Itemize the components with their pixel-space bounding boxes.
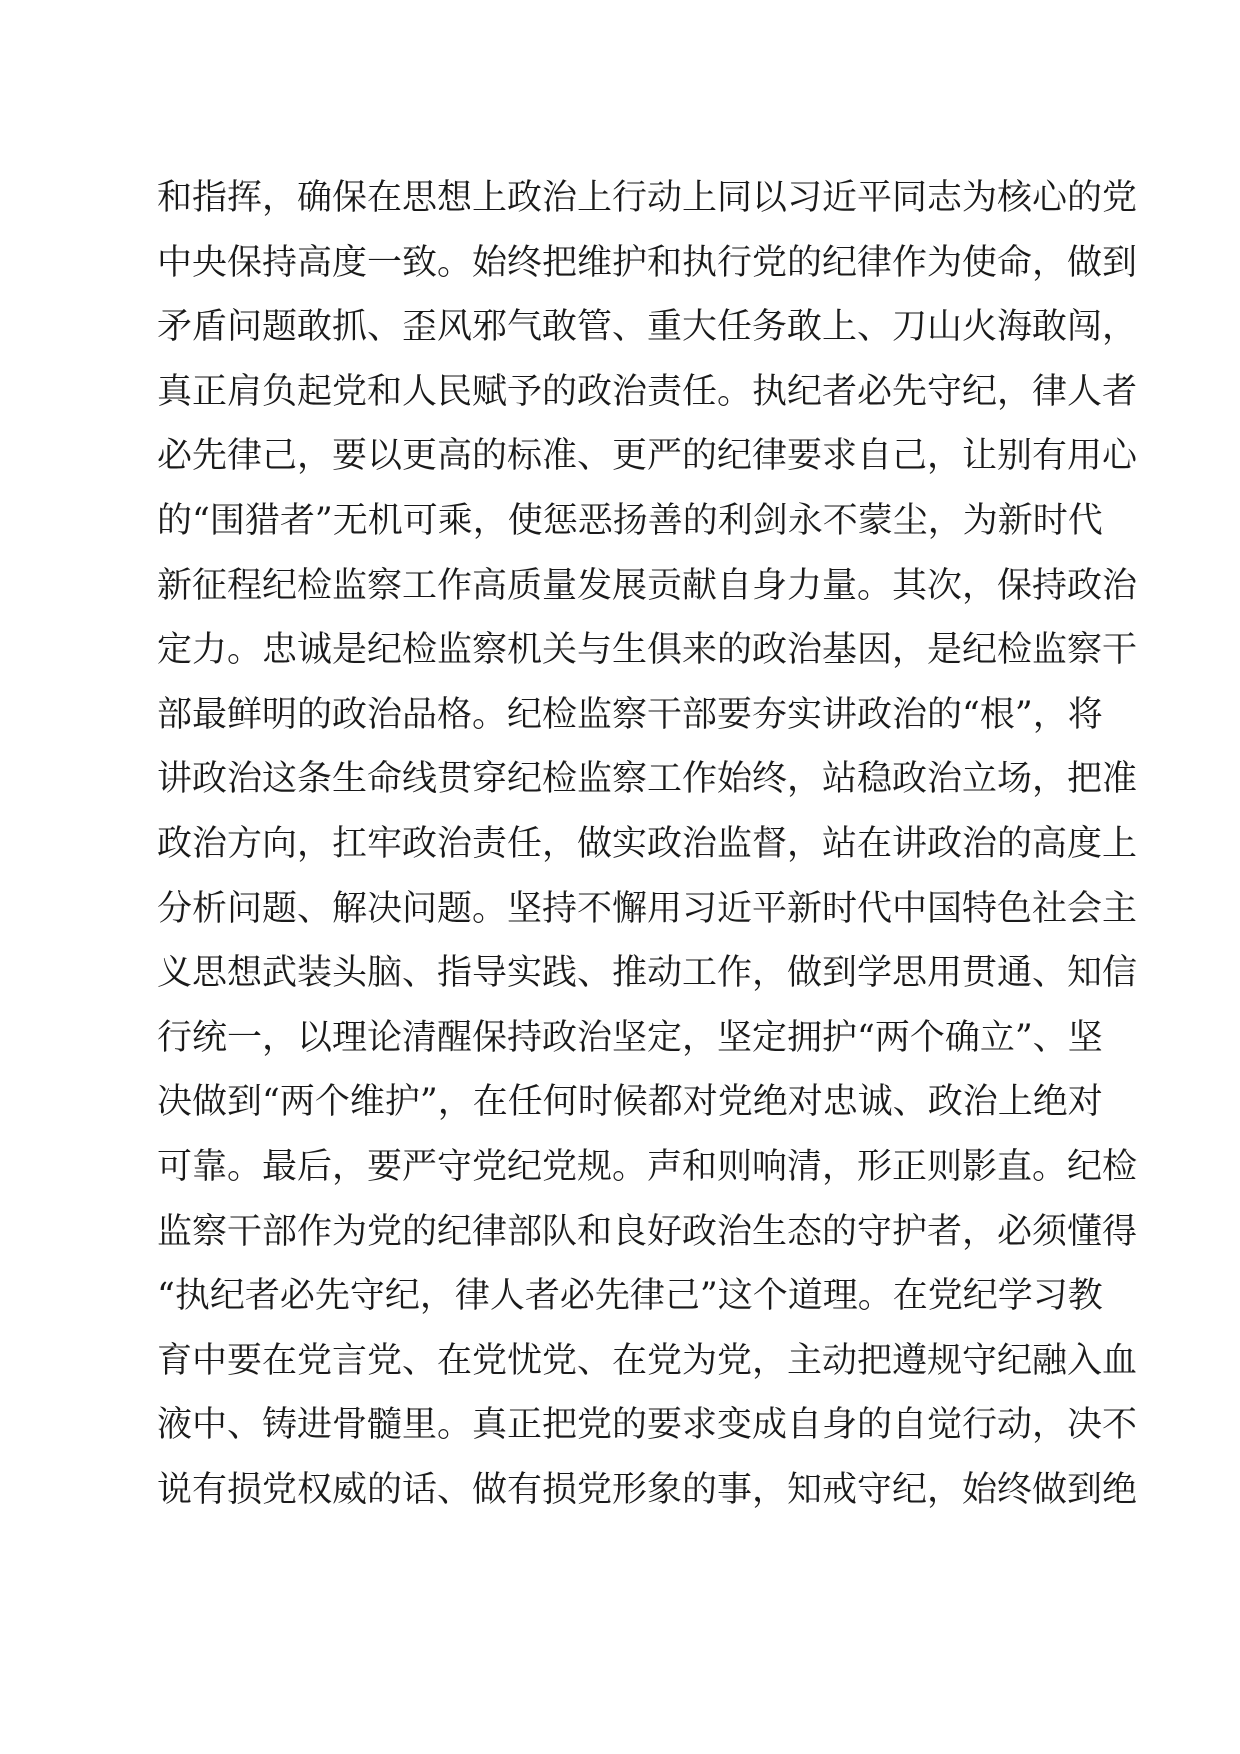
text-line: 液中、铸进骨髓里。真正把党的要求变成自身的自觉行动，决不	[157, 1405, 1138, 1446]
text-line: 决做到“两个维护”，在任何时候都对党绝对忠诚、政治上绝对	[157, 1082, 1103, 1123]
text-line: 说有损党权威的话、做有损党形象的事，知戒守纪，始终做到绝	[157, 1469, 1138, 1510]
text-line: 监察干部作为党的纪律部队和良好政治生态的守护者，必须懂得	[157, 1211, 1138, 1252]
text-line: 政治方向，扛牢政治责任，做实政治监督，站在讲政治的高度上	[157, 823, 1138, 864]
text-line: 的“围猎者”无机可乘，使惩恶扬善的利剑永不蒙尘，为新时代	[157, 500, 1103, 541]
text-line: 行统一，以理论清醒保持政治坚定，坚定拥护“两个确立”、坚	[157, 1017, 1103, 1058]
text-line: 可靠。最后，要严守党纪党规。声和则响清，形正则影直。纪检	[157, 1146, 1138, 1187]
text-line: 新征程纪检监察工作高质量发展贡献自身力量。其次，保持政治	[157, 565, 1138, 606]
text-line: 义思想武装头脑、指导实践、推动工作，做到学思用贯通、知信	[157, 953, 1138, 994]
text-line: 中央保持高度一致。始终把维护和执行党的纪律作为使命，做到	[157, 242, 1138, 283]
text-line: 讲政治这条生命线贯穿纪检监察工作始终，站稳政治立场，把准	[157, 759, 1138, 800]
text-line: 育中要在党言党、在党忧党、在党为党，主动把遵规守纪融入血	[157, 1340, 1138, 1381]
text-line: 矛盾问题敢抓、歪风邪气敢管、重大任务敢上、刀山火海敢闯，	[157, 307, 1138, 348]
text-line: 必先律己，要以更高的标准、更严的纪律要求自己，让别有用心	[157, 436, 1138, 477]
text-line: 和指挥，确保在思想上政治上行动上同以习近平同志为核心的党	[157, 178, 1138, 218]
text-line: “执纪者必先守纪，律人者必先律己”这个道理。在党纪学习教	[157, 1276, 1103, 1317]
text-line: 定力。忠诚是纪检监察机关与生俱来的政治基因，是纪检监察干	[157, 630, 1138, 671]
document-body	[157, 166, 1138, 1522]
text-line: 真正肩负起党和人民赋予的政治责任。执纪者必先守纪，律人者	[157, 371, 1138, 412]
text-line: 部最鲜明的政治品格。纪检监察干部要夯实讲政治的“根”，将	[157, 694, 1103, 735]
text-line: 分析问题、解决问题。坚持不懈用习近平新时代中国特色社会主	[157, 888, 1138, 929]
